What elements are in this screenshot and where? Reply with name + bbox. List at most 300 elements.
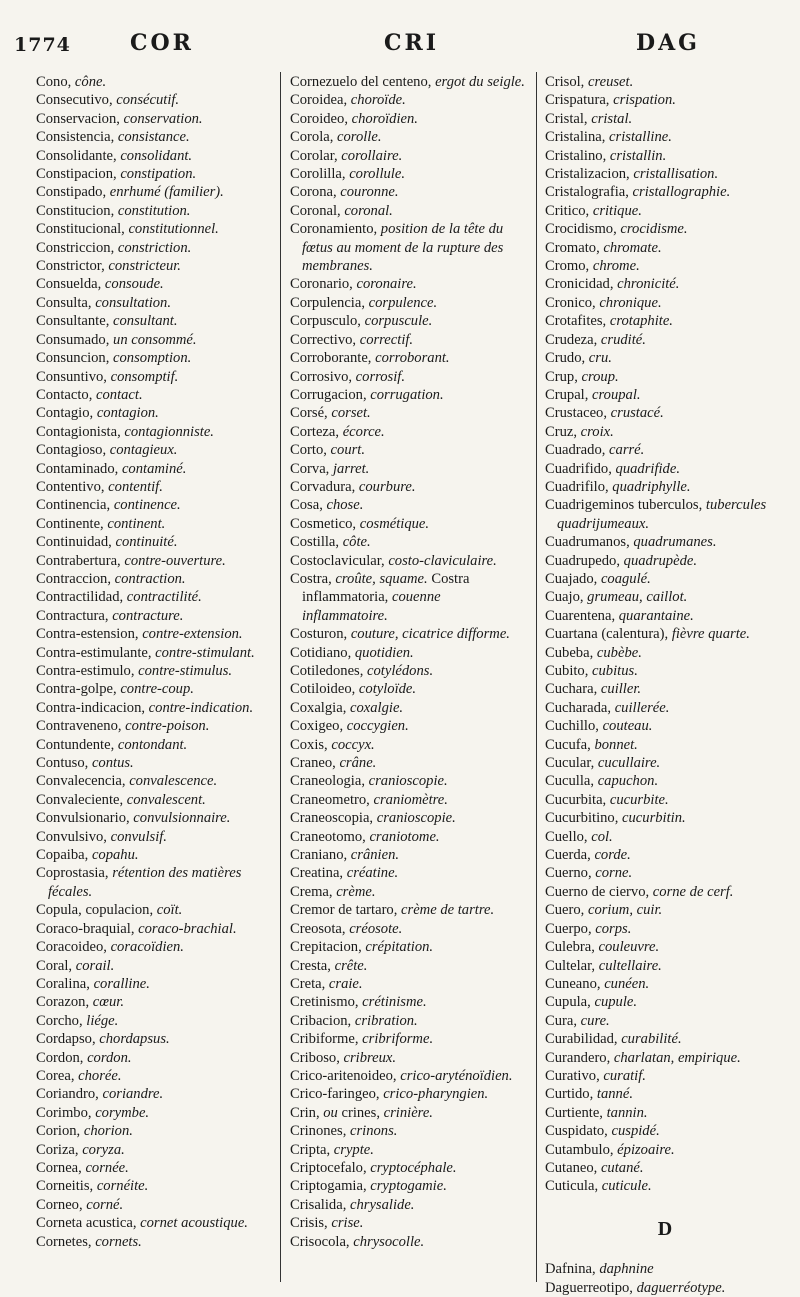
dictionary-entry	[290, 1122, 530, 1140]
entry-translation: corroborant.	[375, 350, 450, 367]
entry-headword: Contra-estimulante,	[36, 644, 156, 661]
entry-translation: cranioscopie.	[368, 773, 448, 790]
dictionary-entry	[290, 864, 530, 882]
dictionary-entry	[36, 349, 274, 367]
entry-translation: quarantaine.	[618, 607, 694, 624]
entry-headword: Convalecencia,	[36, 773, 130, 790]
entry-headword: Corimbo,	[36, 1104, 96, 1121]
dictionary-entry	[290, 349, 530, 367]
entry-translation: enrhumé (familier).	[109, 184, 224, 201]
dictionary-entry	[36, 478, 274, 496]
entry-translation: cucurbite.	[609, 791, 669, 808]
dictionary-entry	[290, 1030, 530, 1048]
dictionary-entry	[36, 1049, 274, 1067]
entry-translation: couronne.	[340, 184, 399, 201]
entry-headword: Consolidante,	[36, 147, 121, 164]
column-2	[290, 73, 530, 1251]
entry-headword: Cornea,	[36, 1159, 86, 1176]
dictionary-entry	[290, 73, 530, 91]
dictionary-entry	[36, 294, 274, 312]
dictionary-entry	[290, 165, 530, 183]
dictionary-entry	[290, 460, 530, 478]
entry-translation: consolidant.	[120, 147, 193, 164]
entry-headword: Crin,	[290, 1104, 324, 1121]
dictionary-entry	[545, 607, 785, 625]
dictionary-entry	[545, 754, 785, 772]
entry-translation: corollaire.	[341, 147, 403, 164]
entry-headword: Curtido,	[545, 1086, 597, 1103]
entry-headword: Creatina,	[290, 865, 347, 882]
entry-translation: quadrifide.	[615, 460, 680, 477]
entry-headword: Cuartana (calentura),	[545, 626, 672, 643]
dictionary-entry	[36, 110, 274, 128]
entry-headword: Coprostasia,	[36, 865, 113, 882]
entry-translation: chronicité.	[617, 276, 680, 293]
dictionary-entry	[545, 699, 785, 717]
entry-headword: Cuerpo,	[545, 920, 596, 937]
entry-headword: Cotidiano,	[290, 644, 355, 661]
dictionary-entry	[545, 625, 785, 643]
entry-headword: Correctivo,	[290, 331, 360, 348]
dictionary-entry	[36, 128, 274, 146]
dictionary-entry	[290, 275, 530, 293]
entry-headword: Crupal,	[545, 386, 593, 403]
entry-translation: croix.	[580, 423, 614, 440]
entry-headword: Culebra,	[545, 939, 599, 956]
entry-headword: Consulta,	[36, 294, 96, 311]
entry-translation: corne.	[595, 865, 633, 882]
entry-translation: contraction.	[114, 570, 186, 587]
entry-headword: Coraco-braquial,	[36, 920, 139, 937]
entry-translation: cœur.	[92, 994, 124, 1011]
entry-translation: quadriphylle.	[612, 478, 691, 495]
dictionary-entry	[290, 1214, 530, 1232]
entry-headword: Curtiente,	[545, 1104, 607, 1121]
entry-translation: corrugation.	[370, 386, 444, 403]
column-3	[545, 73, 785, 1297]
entry-headword: Cuculla,	[545, 773, 598, 790]
entry-headword: Cono,	[36, 74, 75, 90]
dictionary-entry	[36, 975, 274, 993]
dictionary-entry	[545, 312, 785, 330]
entry-translation: corpuscule.	[364, 313, 433, 330]
dictionary-entry	[36, 864, 274, 901]
dictionary-entry	[290, 1233, 530, 1251]
dictionary-entry	[290, 423, 530, 441]
entry-headword: Crisis,	[290, 1215, 332, 1232]
dictionary-entry	[36, 1030, 274, 1048]
dictionary-entry	[545, 864, 785, 882]
entry-translation: cubèbe.	[596, 644, 642, 661]
entry-translation: quadrumanes.	[633, 534, 717, 551]
entry-translation: chrysocolle.	[353, 1233, 425, 1250]
entry-headword: Cutaneo,	[545, 1159, 601, 1176]
dictionary-entry	[545, 441, 785, 459]
entry-translation: cuticule.	[601, 1178, 652, 1195]
entry-translation: tanné.	[596, 1086, 633, 1103]
dictionary-entry	[36, 147, 274, 165]
entry-translation: couleuvre.	[598, 939, 660, 956]
entry-translation: crépitation.	[365, 939, 434, 956]
entry-headword: Coxalgia,	[290, 699, 350, 716]
entry-headword: Cuticula,	[545, 1178, 602, 1195]
entry-translation: cristal.	[591, 110, 633, 127]
dictionary-entry	[36, 846, 274, 864]
dictionary-entry	[290, 699, 530, 717]
dictionary-entry	[36, 1104, 274, 1122]
dictionary-entry	[545, 1279, 785, 1297]
entry-translation: contre-stimulant.	[155, 644, 255, 661]
dictionary-entry	[545, 570, 785, 588]
dictionary-entry	[290, 809, 530, 827]
entry-headword: Craneologia,	[290, 773, 369, 790]
dictionary-entry	[545, 993, 785, 1011]
dictionary-entry	[36, 239, 274, 257]
dictionary-entry	[36, 1196, 274, 1214]
dictionary-entry	[290, 1049, 530, 1067]
entry-headword: Crudeza,	[545, 331, 601, 348]
entry-translation: cotyloïde.	[358, 681, 417, 698]
entry-translation: cotylédons.	[367, 663, 434, 679]
entry-headword: Cripta,	[290, 1141, 334, 1158]
entry-headword: Corvadura,	[290, 478, 359, 495]
dictionary-entry	[36, 938, 274, 956]
entry-translation: coraco-brachial.	[138, 920, 237, 937]
dictionary-entry	[545, 496, 785, 533]
dictionary-entry	[36, 957, 274, 975]
dictionary-entry	[290, 791, 530, 809]
entry-translation: contagionniste.	[124, 423, 214, 440]
dictionary-entry	[545, 386, 785, 404]
entry-translation: corium, cuir.	[587, 902, 663, 919]
entry-translation: craniomètre.	[373, 791, 448, 808]
entry-headword: Corneitis,	[36, 1178, 97, 1195]
entry-headword: Craneo,	[290, 755, 340, 772]
entry-headword: Contentivo,	[36, 478, 109, 495]
entry-translation: cribriforme.	[362, 1031, 434, 1048]
dictionary-entry	[290, 1067, 530, 1085]
entry-headword: Curativo,	[545, 1067, 604, 1084]
dictionary-entry	[290, 920, 530, 938]
entry-translation: continent.	[107, 515, 166, 532]
entry-translation: couture, cicatrice difforme.	[350, 626, 510, 643]
entry-headword: Constitucion,	[36, 202, 118, 219]
entry-headword: Corpusculo,	[290, 313, 365, 330]
dictionary-entry	[290, 883, 530, 901]
entry-translation: coralline.	[93, 975, 150, 992]
dictionary-entry	[290, 478, 530, 496]
entry-translation: contagieux.	[109, 442, 178, 459]
entry-translation: coccyx.	[331, 736, 375, 753]
dictionary-entry	[36, 275, 274, 293]
dictionary-entry	[36, 496, 274, 514]
dictionary-entry	[36, 791, 274, 809]
entry-headword: Cucharada,	[545, 699, 615, 716]
entry-translation: consomption.	[113, 350, 192, 367]
dictionary-entry	[290, 183, 530, 201]
entry-translation: critique.	[592, 202, 642, 219]
dictionary-entry	[290, 386, 530, 404]
dictionary-entry	[36, 809, 274, 827]
dictionary-entry	[290, 294, 530, 312]
entry-translation: créosote.	[349, 920, 403, 937]
dictionary-entry	[290, 128, 530, 146]
dictionary-entry	[290, 496, 530, 514]
entry-translation: curatif.	[603, 1067, 646, 1084]
entry-translation: coracoïdien.	[110, 939, 184, 956]
dictionary-entry	[36, 828, 274, 846]
entry-headword: Criptocefalo,	[290, 1159, 371, 1176]
dictionary-entry	[290, 772, 530, 790]
entry-headword: Contractura,	[36, 607, 113, 624]
entry-headword: Consecutivo,	[36, 92, 117, 109]
entry-translation: corné.	[86, 1196, 124, 1213]
dictionary-entry	[36, 920, 274, 938]
entry-translation: contre-coup.	[120, 681, 194, 698]
entry-headword: Crepitacion,	[290, 939, 366, 956]
entry-headword: Cristalografia,	[545, 184, 633, 201]
entry-translation: choroïde.	[350, 92, 406, 109]
section-d-entries	[545, 1260, 785, 1297]
entry-translation: charlatan, empirique.	[613, 1049, 741, 1066]
entry-translation: cribreux.	[343, 1049, 397, 1066]
entry-headword: Crisocola,	[290, 1233, 354, 1250]
entry-translation: cristallographie.	[632, 184, 731, 201]
entry-translation: constitutionnel.	[128, 221, 219, 238]
entry-translation: chorée.	[78, 1067, 122, 1084]
entry-translation: cutané.	[600, 1159, 644, 1176]
dictionary-entry	[545, 1104, 785, 1122]
entry-headword: Cristalina,	[545, 129, 610, 146]
dictionary-entry	[545, 1030, 785, 1048]
entry-headword: Cura,	[545, 1012, 581, 1029]
entry-headword: Cuadrado,	[545, 442, 610, 459]
dictionary-entry	[36, 717, 274, 735]
entry-headword: Convulsionario,	[36, 810, 134, 827]
entry-headword: Corona,	[290, 184, 341, 201]
entry-headword: Contrabertura,	[36, 552, 125, 569]
entry-headword: Daguerreotipo,	[545, 1279, 637, 1296]
dictionary-entry	[545, 846, 785, 864]
dictionary-entry	[36, 183, 274, 201]
column-3-entries	[545, 73, 785, 1196]
entry-translation: crustacé.	[610, 405, 664, 422]
dictionary-entry	[545, 809, 785, 827]
entry-headword: Crinones,	[290, 1123, 350, 1140]
entry-translation: coccygien.	[346, 718, 409, 735]
entry-headword: Cucufa,	[545, 736, 595, 753]
entry-translation: corde.	[594, 847, 631, 864]
entry-headword: Crudo,	[545, 350, 589, 367]
entry-translation: carré.	[609, 442, 645, 459]
entry-translation: consécutif.	[116, 92, 180, 109]
dictionary-entry	[36, 257, 274, 275]
entry-headword: Corcho,	[36, 1012, 87, 1029]
entry-headword: Crustaceo,	[545, 405, 611, 422]
dictionary-entry	[290, 736, 530, 754]
dictionary-entry	[545, 901, 785, 919]
dictionary-entry	[36, 1177, 274, 1195]
entry-translation: consultation.	[95, 294, 171, 311]
entry-translation: craniotome.	[369, 828, 440, 845]
entry-headword: Contuso,	[36, 755, 92, 772]
dictionary-entry	[545, 1012, 785, 1030]
entry-headword: Coralina,	[36, 975, 94, 992]
entry-translation: cornéite.	[96, 1178, 149, 1195]
entry-translation: quotidien.	[354, 644, 414, 661]
dictionary-entry	[545, 1159, 785, 1177]
entry-headword: Corteza,	[290, 423, 343, 440]
dictionary-entry	[545, 1141, 785, 1159]
entry-headword: Continuidad,	[36, 534, 116, 551]
entry-translation: crypte.	[333, 1141, 374, 1158]
entry-headword: Cuneano,	[545, 975, 605, 992]
dictionary-entry	[290, 147, 530, 165]
entry-translation: cunéen.	[604, 975, 650, 992]
entry-translation: cryptocéphale.	[370, 1159, 457, 1176]
dictionary-entry	[290, 957, 530, 975]
entry-headword: Contra-estension,	[36, 626, 143, 643]
entry-translation: chrome.	[592, 258, 640, 275]
entry-headword: Crisol,	[545, 74, 588, 90]
entry-translation: constricteur.	[108, 258, 181, 275]
dictionary-entry	[545, 1122, 785, 1140]
dictionary-entry	[545, 349, 785, 367]
entry-translation-alt: crinière.	[383, 1104, 433, 1121]
entry-translation: épizoaire.	[617, 1141, 675, 1158]
entry-translation: chordapsus.	[99, 1031, 170, 1048]
entry-translation: convalescence.	[129, 773, 218, 790]
dictionary-entry	[36, 754, 274, 772]
entry-translation: corollule.	[349, 166, 405, 183]
entry-translation: cristallin.	[609, 147, 667, 164]
entry-headword: Cubito,	[545, 663, 593, 679]
dictionary-entry	[545, 957, 785, 975]
entry-headword: Cotiledones,	[290, 663, 368, 679]
entry-headword: Contundente,	[36, 736, 118, 753]
entry-headword: Coral,	[36, 957, 76, 974]
entry-headword-alt: crines,	[337, 1104, 384, 1121]
entry-translation: corymbe.	[95, 1104, 150, 1121]
dictionary-entry	[545, 772, 785, 790]
dictionary-entry	[290, 331, 530, 349]
entry-headword: Coriza,	[36, 1141, 83, 1158]
entry-translation: continuité.	[115, 534, 178, 551]
entry-headword: Corola,	[290, 129, 338, 146]
dictionary-entry	[36, 515, 274, 533]
entry-translation: cranioscopie.	[376, 810, 456, 827]
dictionary-entry	[290, 202, 530, 220]
column-divider-2	[536, 72, 537, 1282]
entry-headword: Cromo,	[545, 258, 593, 275]
entry-translation: cristalline.	[609, 129, 672, 146]
entry-translation: constipation.	[120, 166, 197, 183]
entry-headword: Contagio,	[36, 405, 97, 422]
entry-translation: convulsif.	[110, 828, 167, 845]
entry-headword: Cuchillo,	[545, 718, 603, 735]
entry-headword: Corneta acustica,	[36, 1215, 141, 1232]
dictionary-entry	[545, 294, 785, 312]
dictionary-entry	[290, 220, 530, 275]
dictionary-entry	[545, 533, 785, 551]
entry-headword: Cristalino,	[545, 147, 610, 164]
entry-translation: chrysalide.	[350, 1196, 415, 1213]
entry-translation: corne de cerf.	[652, 883, 734, 900]
entry-translation: crocidisme.	[620, 221, 688, 238]
entry-translation: contus.	[91, 755, 134, 772]
entry-translation: contagion.	[96, 405, 159, 422]
entry-headword: Costra,	[290, 570, 336, 587]
entry-headword: Corolar,	[290, 147, 342, 164]
entry-headword: Criboso,	[290, 1049, 344, 1066]
entry-headword: Craniano,	[290, 847, 351, 864]
entry-headword: Cuadrumanos,	[545, 534, 634, 551]
entry-translation: consoude.	[104, 276, 164, 293]
entry-headword: Cubeba,	[545, 644, 597, 661]
entry-translation: convulsionnaire.	[133, 810, 231, 827]
entry-headword: Cuarentena,	[545, 607, 619, 624]
entry-translation: cucullaire.	[597, 755, 661, 772]
entry-translation: corrosif.	[355, 368, 405, 385]
entry-translation: crico-pharyngien.	[383, 1086, 489, 1103]
dictionary-entry	[290, 312, 530, 330]
entry-headword: Cordon,	[36, 1049, 88, 1066]
entry-translation: croupal.	[592, 386, 641, 403]
entry-headword: Corto,	[290, 442, 331, 459]
entry-headword: Corpulencia,	[290, 294, 369, 311]
dictionary-entry	[36, 570, 274, 588]
dictionary-entry	[545, 791, 785, 809]
dictionary-entry	[545, 828, 785, 846]
entry-translation: crispation.	[613, 92, 676, 109]
entry-headword: Constriccion,	[36, 239, 118, 256]
entry-headword: Contra-golpe,	[36, 681, 121, 698]
dictionary-entry	[545, 275, 785, 293]
entry-translation: daguerréotype.	[636, 1279, 726, 1296]
entry-translation: crème de tartre.	[401, 902, 495, 919]
entry-translation: croup.	[581, 368, 619, 385]
entry-headword: Cuadrigeminos tuberculos,	[545, 497, 706, 514]
entry-headword: Cribiforme,	[290, 1031, 363, 1048]
entry-headword: Cucular,	[545, 755, 598, 772]
dictionary-entry	[290, 1012, 530, 1030]
dictionary-entry	[36, 1233, 274, 1251]
entry-translation: créatine.	[346, 865, 399, 882]
dictionary-entry	[36, 644, 274, 662]
entry-translation: chronique.	[599, 294, 662, 311]
entry-headword: Crisalida,	[290, 1196, 350, 1213]
entry-translation: contaminé.	[121, 460, 187, 477]
entry-translation: cucurbitin.	[622, 810, 686, 827]
entry-headword: Cotiloideo,	[290, 681, 359, 698]
entry-translation: daphnine	[599, 1261, 654, 1278]
entry-headword: Corva,	[290, 460, 333, 477]
entry-translation: chromate.	[603, 239, 662, 256]
dictionary-entry	[545, 460, 785, 478]
entry-translation: cru.	[588, 350, 612, 367]
entry-headword: Cuerda,	[545, 847, 595, 864]
entry-headword: Coxis,	[290, 736, 332, 753]
entry-headword: Conservacion,	[36, 110, 124, 127]
entry-headword: Coroidea,	[290, 92, 351, 109]
entry-headword: Cuadrupedo,	[545, 552, 624, 569]
entry-translation: cornée.	[85, 1159, 129, 1176]
entry-translation: capuchon.	[597, 773, 659, 790]
dictionary-entry	[290, 901, 530, 919]
entry-translation: contentif.	[108, 478, 163, 495]
entry-translation: cône.	[74, 74, 107, 90]
dictionary-entry	[545, 257, 785, 275]
